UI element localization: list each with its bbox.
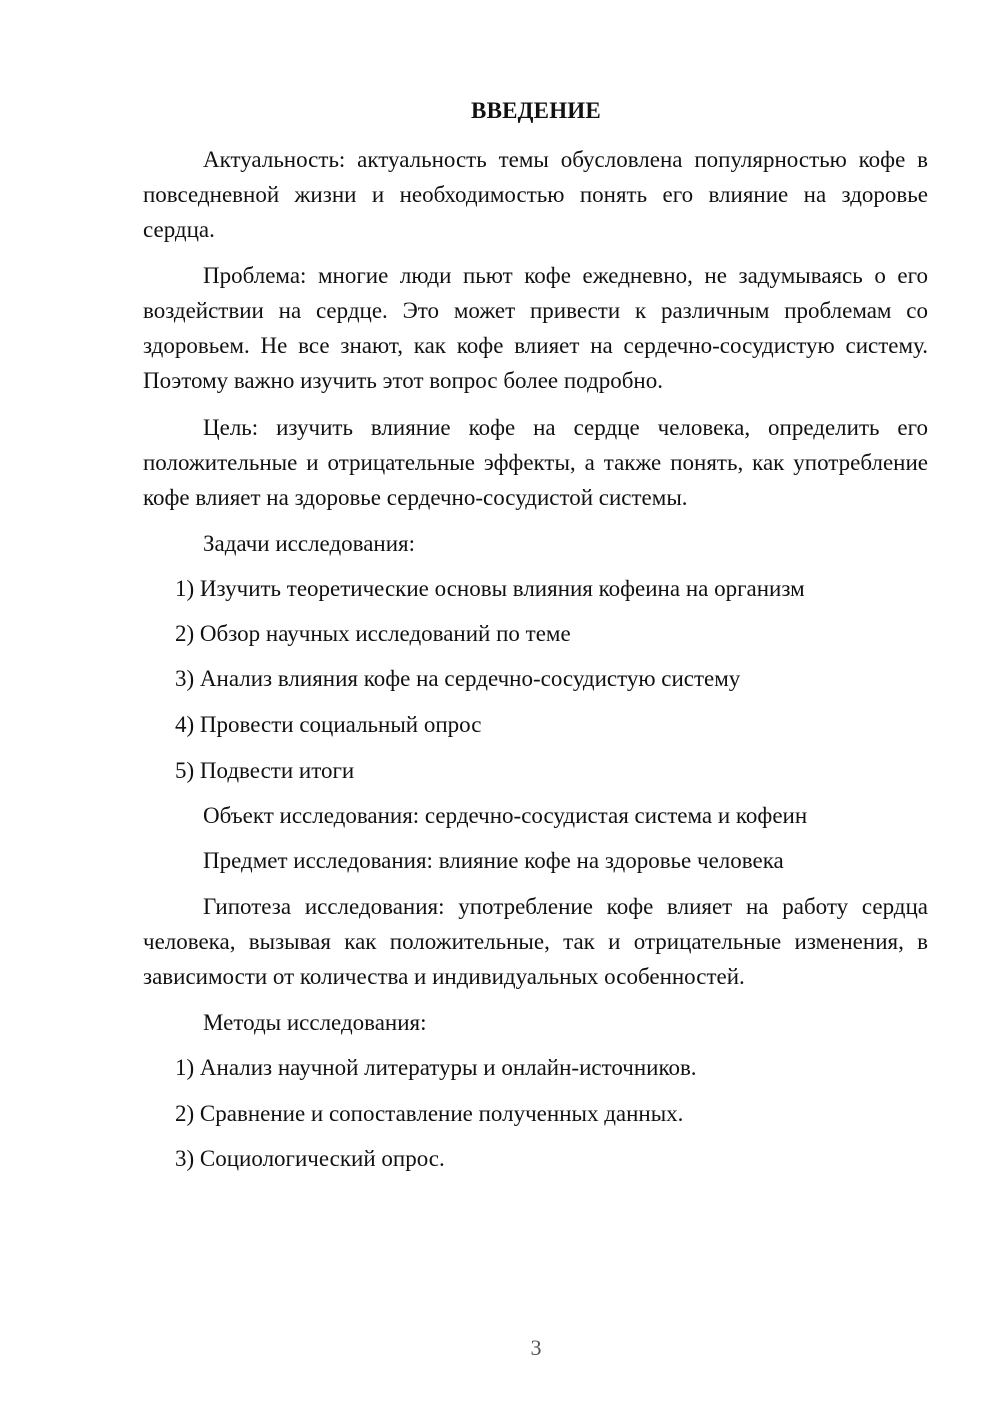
task-item: 5) Подвести итоги bbox=[175, 758, 355, 783]
method-item: 1) Анализ научной литературы и онлайн-источников. bbox=[175, 1055, 697, 1080]
page-number: 3 bbox=[530, 1335, 542, 1360]
method-item: 3) Социологический опрос. bbox=[175, 1146, 445, 1171]
methods-label: Методы исследования: bbox=[203, 1010, 427, 1035]
tasks-label: Задачи исследования: bbox=[203, 531, 416, 556]
page-title: ВВЕДЕНИЕ bbox=[471, 98, 601, 123]
goal-paragraph: Цель: изучить влияние кофе на сердце человека, определить его положительные и отрицательные эффекты, а также понять, как употребление кофе влияет на здоровье сердечно-сосудистой системы. bbox=[143, 415, 928, 510]
problem-paragraph: Проблема: многие люди пьют кофе ежедневно, не задумываясь о его воздействии на сердце. Это может привести к различным проблемам со здоровьем. Не все знают, как кофе влияет на сердечно-сосудистую систему. Поэтому важно изучить этот вопрос более подробно. bbox=[143, 263, 928, 393]
task-item: 3) Анализ влияния кофе на сердечно-сосудистую систему bbox=[175, 666, 741, 691]
relevance-paragraph: Актуальность: актуальность темы обусловлена популярностью кофе в повседневной жизни и необходимостью понять его влияние на здоровье сердца. bbox=[143, 147, 928, 242]
subject-paragraph: Предмет исследования: влияние кофе на здоровье человека bbox=[203, 848, 784, 873]
method-item: 2) Сравнение и сопоставление полученных данных. bbox=[175, 1101, 684, 1126]
hypothesis-paragraph: Гипотеза исследования: употребление кофе влияет на работу сердца человека, вызывая как положительные, так и отрицательные изменения, в зависимости от количества и индивидуальных особенностей. bbox=[143, 894, 928, 989]
task-item: 2) Обзор научных исследований по теме bbox=[175, 621, 571, 646]
object-paragraph: Объект исследования: сердечно-сосудистая система и кофеин bbox=[203, 803, 808, 828]
task-item: 4) Провести социальный опрос bbox=[175, 712, 482, 737]
task-item: 1) Изучить теоретические основы влияния кофеина на организм bbox=[175, 576, 805, 601]
